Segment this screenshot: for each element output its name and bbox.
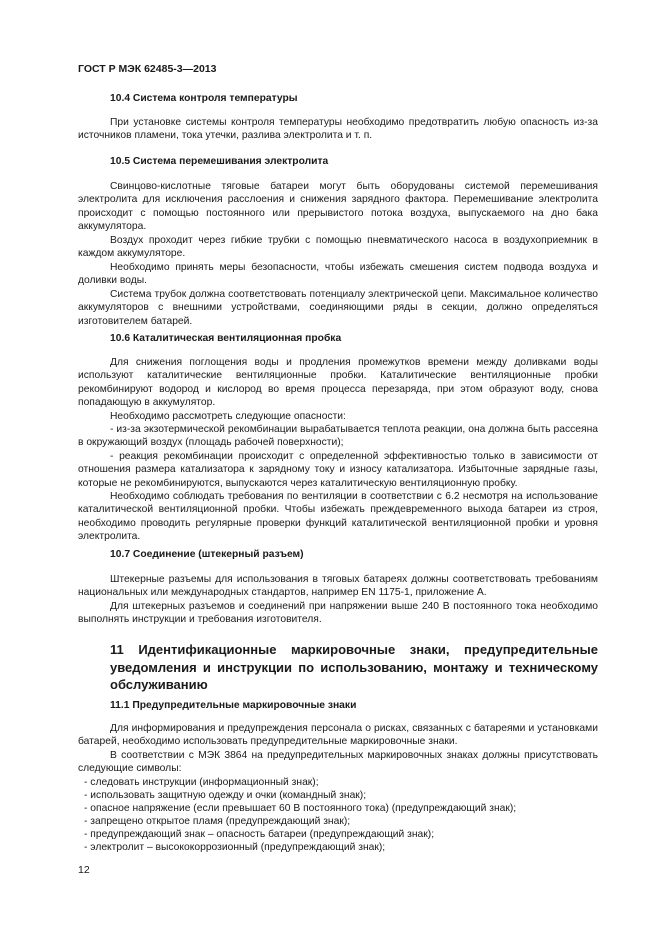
section-10-5-paragraph-3: Необходимо принять меры безопасности, чтобы избежать смешения систем подвода воздуха и доливки воды. bbox=[78, 262, 598, 287]
document-header: ГОСТ Р МЭК 62485-3—2013 bbox=[78, 63, 217, 75]
section-11-1-paragraph-1: Для информирования и предупреждения персонала о рисках, связанных с батареями и установками батарей, необходимо использовать предупредительные маркировочные знаки. bbox=[78, 723, 598, 748]
section-10-6-paragraph-4: - реакция рекомбинации происходит с определенной эффективностью только в зависимости от отношения размера катализатора к зарядному току и износу катализатора. Избыточные зарядные газы, которые не рекомбинируются, выпускаются через каталитическую вентиляционную пробку. bbox=[78, 451, 598, 489]
section-10-7-paragraph-2: Для штекерных разъемов и соединений при напряжении выше 240 В постоянного тока необходимо выполнять инструкции и требования изготовителя. bbox=[78, 601, 598, 626]
page-number: 12 bbox=[78, 864, 90, 876]
list-item: - использовать защитную одежду и очки (командный знак); bbox=[84, 790, 367, 801]
section-10-5-title: 10.5 Система перемешивания электролита bbox=[110, 156, 329, 167]
section-10-6-paragraph-1: Для снижения поглощения воды и продления промежутков времени между доливками воды используют каталитические вентиляционные пробки. Каталитические вентиляционные пробки рекомбинируют водород и кислород во время процесса перезаряда, при этом образуют воду, снова попадающую в аккумулятор. bbox=[78, 357, 598, 409]
section-10-6-paragraph-3: - из-за экзотермической рекомбинации вырабатывается теплота реакции, она должна быть рассеяна в окружающий воздух (площадь рабочей поверхности); bbox=[78, 424, 598, 449]
section-10-6-title: 10.6 Каталитическая вентиляционная пробка bbox=[110, 333, 342, 344]
section-10-7-paragraph-1: Штекерные разъемы для использования в тяговых батареях должны соответствовать требованиям национальных или международных стандартов, например EN 1175-1, приложение А. bbox=[78, 574, 598, 599]
section-10-5-paragraph-4: Система трубок должна соответствовать потенциалу электрической цепи. Максимальное количество аккумуляторов с внешними устройствами, соединяющими ряды в секции, должно определяться изготовителем батарей. bbox=[78, 289, 598, 327]
section-10-6-paragraph-5: Необходимо соблюдать требования по вентиляции в соответствии с 6.2 несмотря на использование каталитической вентиляционной пробки. Чтобы избежать преждевременного выхода батареи из строя, необходимо проводить регулярные проверки функций каталитической вентиляционной пробки и уровня электролита. bbox=[78, 491, 598, 543]
section-10-6-paragraph-2: Необходимо рассмотреть следующие опасности: bbox=[110, 411, 346, 422]
section-11-1-paragraph-2: В соответствии с МЭК 3864 на предупредительных маркировочных знаках должны присутствовать следующие символы: bbox=[78, 750, 598, 775]
section-10-4-title: 10.4 Система контроля температуры bbox=[110, 93, 298, 104]
section-11-title: 11 Идентификационные маркировочные знаки, предупредительные уведомления и инструкции по использованию, монтажу и техническому обслуживанию bbox=[110, 642, 598, 692]
section-11-1-title: 11.1 Предупредительные маркировочные знаки bbox=[110, 700, 357, 711]
list-item: - опасное напряжение (если превышает 60 В постоянного тока) (предупреждающий знак); bbox=[84, 803, 517, 814]
list-item: - следовать инструкции (информационный знак); bbox=[84, 777, 319, 788]
list-item: - запрещено открытое пламя (предупреждающий знак); bbox=[84, 816, 351, 827]
list-item: - предупреждающий знак – опасность батареи (предупреждающий знак); bbox=[84, 829, 435, 840]
section-10-4-paragraph: При установке системы контроля температуры необходимо предотвратить любую опасность из-за источников пламени, тока утечки, разлива электролита и т. п. bbox=[78, 117, 598, 142]
section-10-5-paragraph-2: Воздух проходит через гибкие трубки с помощью пневматического насоса в воздухоприемник в каждом аккумуляторе. bbox=[78, 235, 598, 260]
list-item: - электролит – высококоррозионный (предупреждающий знак); bbox=[84, 842, 386, 853]
section-10-7-title: 10.7 Соединение (штекерный разъем) bbox=[110, 549, 304, 560]
section-10-5-paragraph-1: Свинцово-кислотные тяговые батареи могут быть оборудованы системой перемешивания электролита для исключения расслоения и снижения зарядного фактора. Перемешивание электролита происходит с помощью постоянного или прерывистого потока воздуха, выпускаемого на дно бака аккумулятора. bbox=[78, 181, 598, 233]
